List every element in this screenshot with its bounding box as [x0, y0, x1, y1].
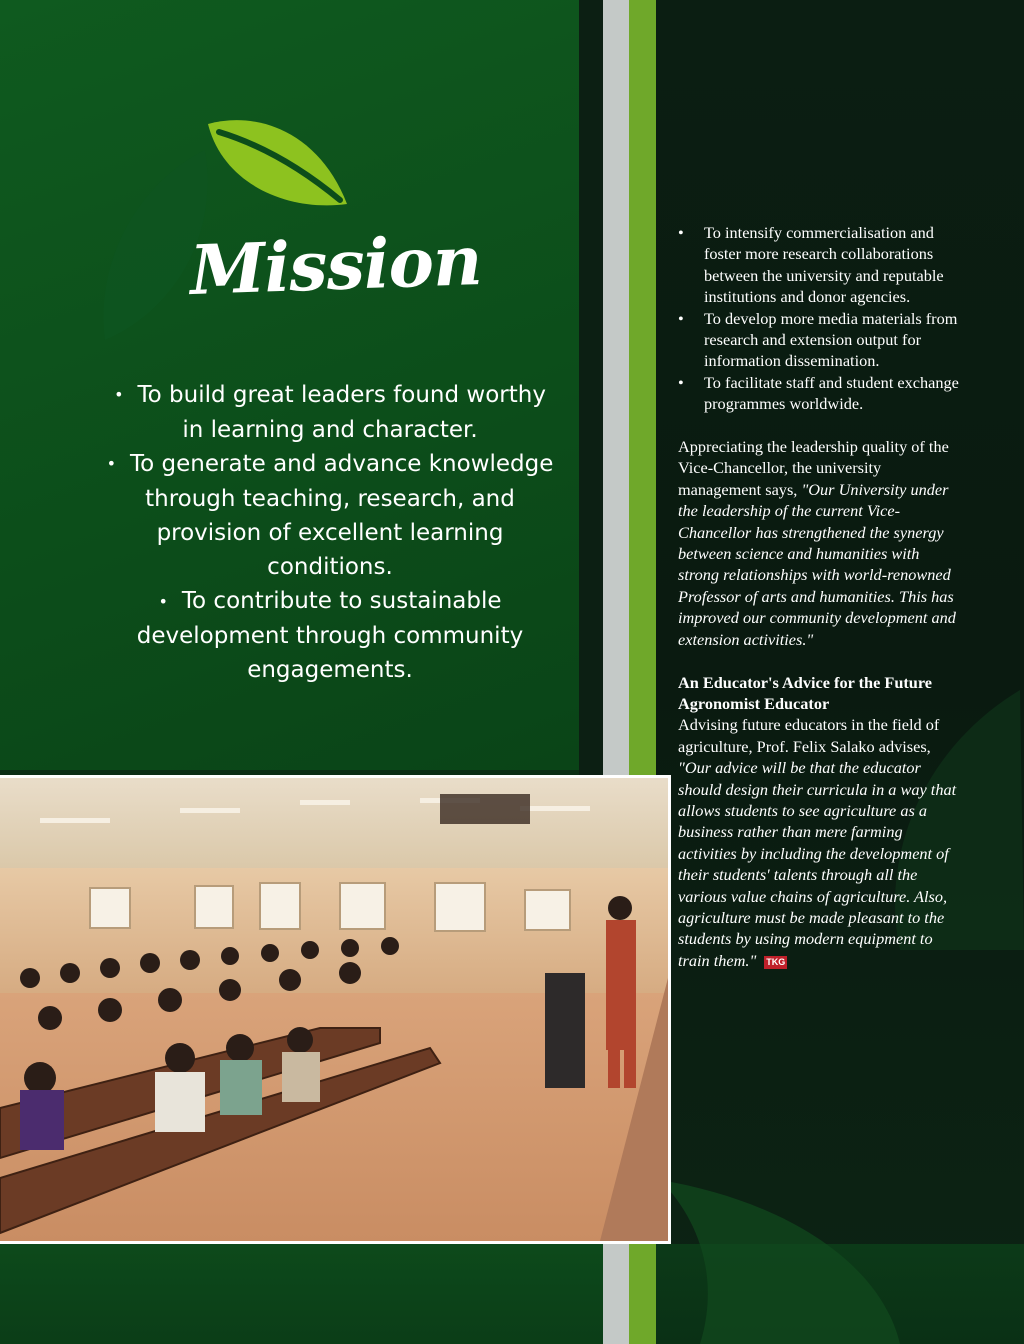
decorative-leaf-icon — [660, 1180, 900, 1344]
mission-title: Mission — [188, 220, 483, 312]
leaf-icon — [205, 116, 350, 208]
goal-item: • To facilitate staff and student exchange programmes worldwide. — [678, 372, 964, 415]
lecture-hall-photo — [0, 775, 671, 1244]
advice-paragraph: Advising future educators in the field of agriculture, Prof. Felix Salako advises, "Our advice will be that the educator should design their curricula in a way that allows students to see agriculture as a business rather than mere farming activities by including the development of their students' talents through all the various value chains of agriculture. Also, agriculture must be made pleasant to the students by using modern equipment to train them." TKG — [678, 715, 957, 970]
goal-item: • To intensify commercialisation and foster more research collaborations between the university and reputable institutions and donor agencies. — [678, 222, 964, 308]
right-column-text — [678, 222, 964, 971]
bullet-icon: • — [114, 385, 124, 405]
mission-list — [100, 378, 560, 688]
end-mark-logo: TKG — [766, 956, 786, 967]
bottom-band-left — [0, 1244, 603, 1344]
goal-item: • To develop more media materials from research and extension output for information dissemination. — [678, 308, 964, 372]
management-quote: "Our University under the leadership of the current Vice-Chancellor has strengthened the synergy between science and humanities with strong relationships with world-renowned Professor of arts and humanities. This has improved our community development and extension activities." — [678, 479, 956, 649]
bullet-icon: • — [158, 591, 168, 611]
lecture-hall-image — [0, 778, 668, 1241]
goals-list — [678, 222, 964, 415]
mission-item: • To contribute to sustainable development through community engagements. — [136, 588, 524, 684]
mission-item: • To build great leaders found worthy in learning and character. — [114, 382, 546, 443]
section-heading: An Educator's Advice for the Future Agronomist Educator — [678, 672, 933, 713]
advice-quote: "Our advice will be that the educator should design their curricula in a way that allows students to see agriculture as a business rather than mere farming activities by including the development of their students' talents through all the various value chains of agriculture. Also, agriculture must be made pleasant to the students by using modern equipment to train them." — [678, 758, 957, 970]
bullet-icon: • — [106, 454, 117, 474]
mission-item: • To generate and advance knowledge through teaching, research, and provision of excellent learning conditions. — [106, 450, 554, 581]
leadership-paragraph: Appreciating the leadership quality of the Vice-Chancellor, the university management says, "Our University under the leadership of the current Vice-Chancellor has strengthened the synergy between science and humanities with strong relationships with world-renowned Professor of arts and humanities. This has improved our community development and extension activities." — [678, 437, 956, 649]
